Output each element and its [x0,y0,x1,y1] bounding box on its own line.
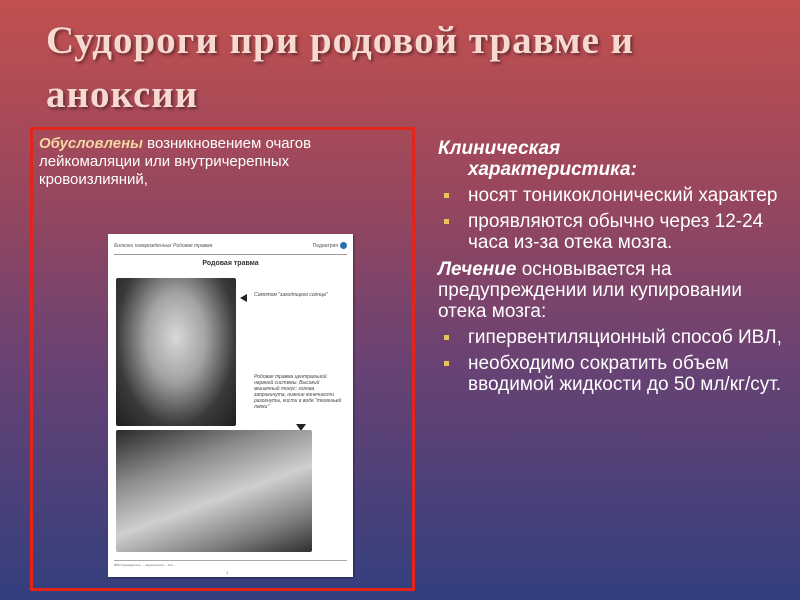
photo-caption-1: Симптом "заходящего солнца" [254,292,328,298]
page-footer-divider [114,560,347,561]
slide-title: Судороги при родовой травме и аноксии [46,19,635,116]
clinical-heading-line2: характеристика: [468,159,637,180]
infant-body-photo [116,430,312,552]
clinical-bullet [438,211,783,253]
treatment-text [438,259,783,322]
treatment-bullet [438,353,783,395]
bullet-text: гипервентиляционный способ ИВЛ, [468,327,782,348]
clinical-heading [438,138,783,180]
right-column [438,138,783,395]
bullet-text: необходимо сократить объем вводимой жидкости до 50 мл/кг/сут. [468,353,782,395]
publisher-name: Педиатрия [312,242,338,249]
bullet-square-icon [444,361,449,366]
caption-arrow-left-icon [240,294,247,302]
photo-caption-2: Родовая травма центральной нервной системы. Высокий мышечный тонус: голова запрокинута, нижние конечности разогнуты, кисти в виде "тюленьей лапки" [254,374,342,410]
page-number: 1 [226,570,229,575]
page-title: Родовая травма [202,260,259,267]
page-header-right [313,242,347,249]
treatment-body: основывается на предупреждении или купировании отека мозга: [438,259,742,322]
textbook-page-image [108,234,353,577]
clinical-bullet [438,185,783,206]
cause-body: возникновением очагов лейкомаляции или внутричерепных кровоизлияний, [39,135,312,188]
page-header-left: Болезни новорожденных Родовая травма [114,243,213,249]
bullet-square-icon [444,219,449,224]
left-frame [30,127,415,591]
page-footer: ФИО Руководитель ... издательство ... Тел. ... [114,563,178,567]
treatment-emphasis: Лечение [438,259,517,280]
bullet-square-icon [444,193,449,198]
cause-emphasis: Обусловлены [39,135,143,152]
bullet-text: проявляются обычно через 12-24 часа из-за отека мозга. [468,211,764,253]
bullet-square-icon [444,335,449,340]
publisher-logo-icon [340,242,347,249]
treatment-bullet [438,327,783,348]
clinical-heading-line1: Клиническая [438,138,561,159]
page-header-divider [114,254,347,255]
cause-text [39,135,399,189]
infant-face-photo [116,278,236,426]
bullet-text: носят тоникоклонический характер [468,185,778,206]
